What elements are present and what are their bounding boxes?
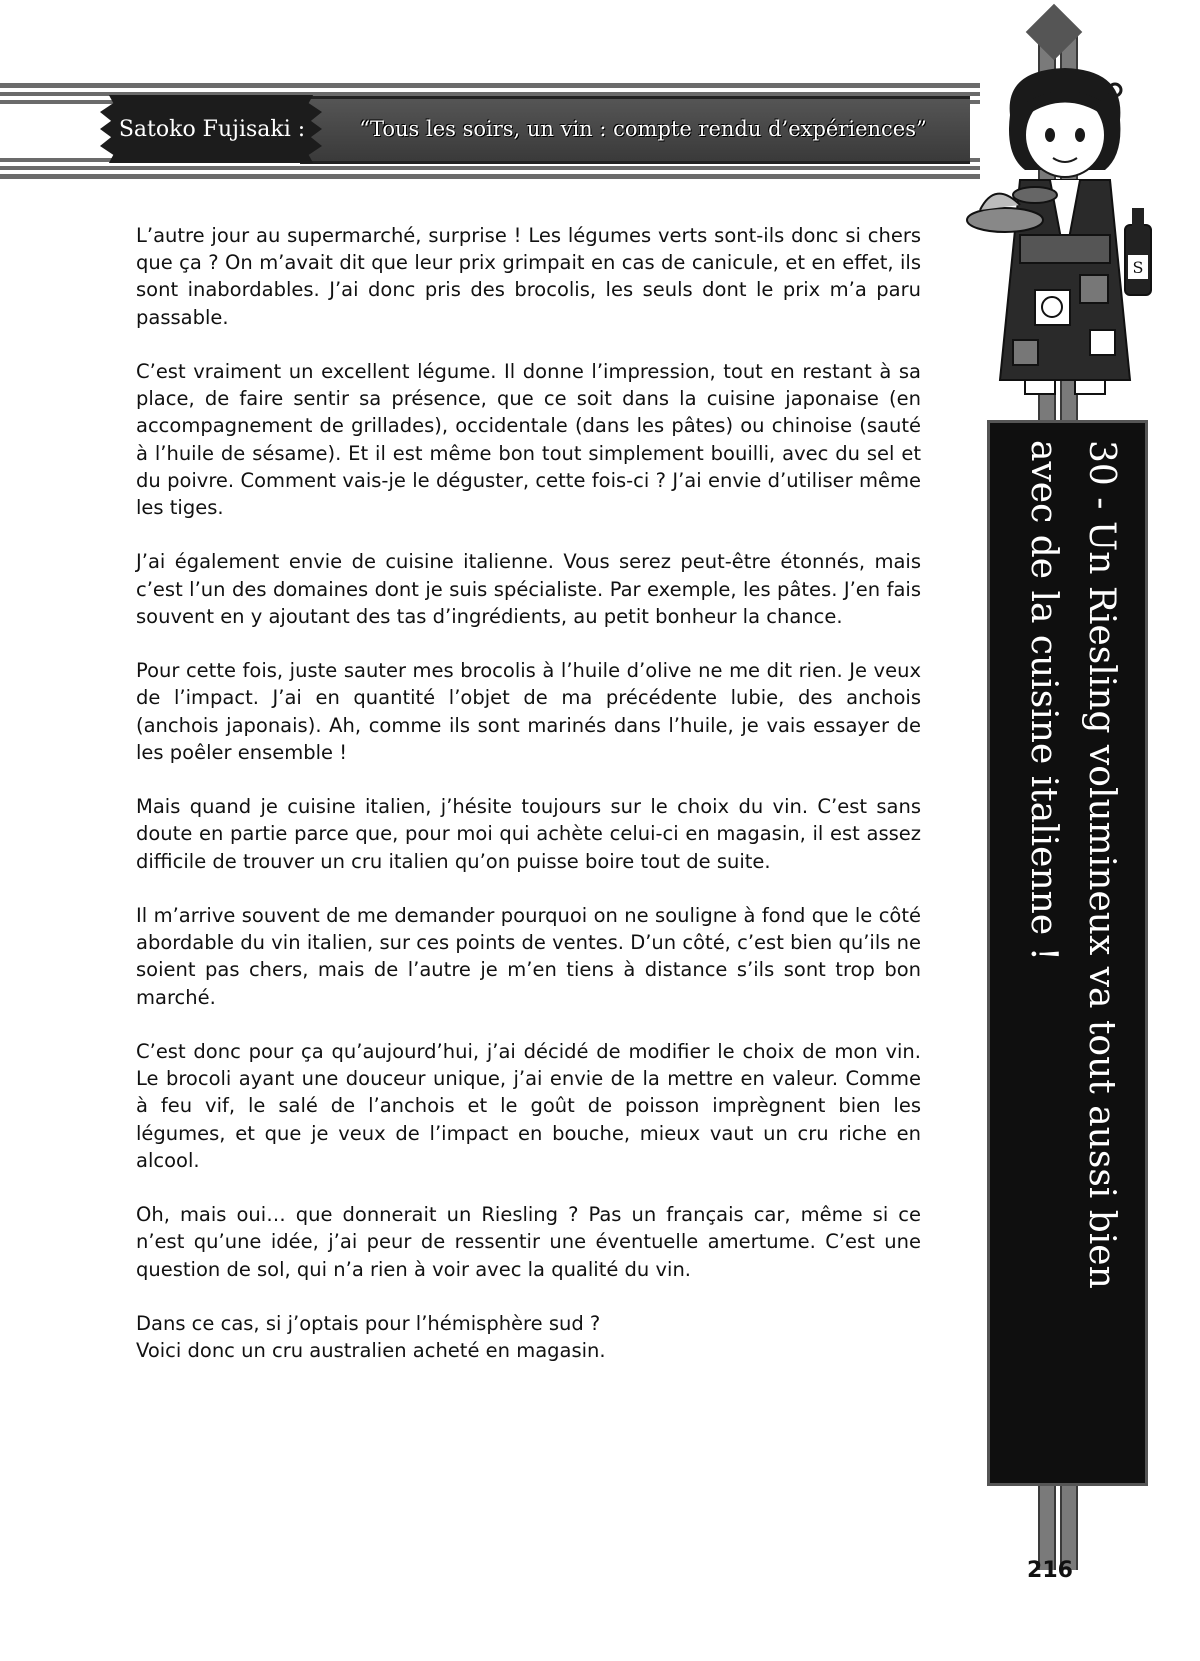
author-name: Satoko Fujisaki : <box>118 117 306 142</box>
paragraph-7: C’est donc pour ça qu’aujourd’hui, j’ai décidé de modifier le choix de mon vin. Le brocoli ayant une douceur unique, j’ai envie de la mettre en valeur. Comme à feu vif, le salé de l’anchois et le goût de poisson imprègnent bien les légumes, et que je veux de l’impact en bouche, mieux vaut un cru riche en alcool. <box>136 1040 921 1172</box>
paragraph-9: Dans ce cas, si j’optais pour l’hémisphère sud ? Voici donc un cru australien acheté en magasin. <box>136 1312 606 1363</box>
chapter-title-line-2: avec de la cuisine italienne ! <box>1023 440 1064 962</box>
paragraph-3: J’ai également envie de cuisine italienne. Vous serez peut-être étonnés, mais c’est l’un des domaines dont je suis spécialiste. Par exemple, les pâtes. J’en fais souvent en y ajoutant des tas d’ingrédients, au petit bonheur la chance. <box>136 550 921 628</box>
paragraph-4: Pour cette fois, juste sauter mes brocolis à l’huile d’olive ne me dit rien. Je veux de l’impact. J’ai en quantité l’objet de ma précédente lubie, des anchois (anchois japonais). Ah, comme ils sont marinés dans l’huile, je vais essayer de les poêler ensemble ! <box>136 659 921 764</box>
chapter-title-line-1: 30 - Un Riesling volumineux va tout aussi bien <box>1081 440 1122 1289</box>
page-number: 216 <box>1027 1558 1073 1583</box>
bottle-label: S <box>1132 258 1144 277</box>
series-title: “Tous les soirs, un vin : compte rendu d’expériences” <box>359 117 927 141</box>
chef-character-illustration <box>965 60 1165 415</box>
paragraph-5: Mais quand je cuisine italien, j’hésite toujours sur le choix du vin. C’est sans doute en partie parce que, pour moi qui achète celui-ci en magasin, il est assez difficile de trouver un cru italien qu’on puisse boire tout de suite. <box>136 795 921 873</box>
paragraph-6: Il m’arrive souvent de me demander pourquoi on ne souligne à fond que le côté abordable du vin italien, sur ces points de ventes. D’un côté, c’est bien qu’ils ne soient pas chers, mais de l’autre je m’en tiens à distance s’ils sont trop bon marché. <box>136 904 921 1009</box>
paragraph-8: Oh, mais oui… que donnerait un Riesling ? Pas un français car, même si ce n’est qu’une idée, j’ai peur de ressentir une éventuelle amertume. C’est une question de sol, qui n’a rien à voir avec la qualité du vin. <box>136 1203 921 1281</box>
paragraph-1: L’autre jour au supermarché, surprise ! Les légumes verts sont-ils donc si chers que ça ? On m’avait dit que leur prix grimpait en cas de canicule, et en effet, ils sont inabordables. J’ai donc pris des brocolis, les seuls dont le prix m’a paru passable. <box>136 224 921 329</box>
article-body <box>136 222 921 1422</box>
chapter-title <box>1000 440 1130 1460</box>
paragraph-2: C’est vraiment un excellent légume. Il donne l’impression, tout en restant à sa place, de faire sentir sa présence, que ce soit dans la cuisine japonaise (en accompagnement de grillades), occidentale (dans les pâtes) ou chinoise (sauté à l’huile de sésame). Et il est même bon tout simplement bouilli, avec du sel et du poivre. Comment vais-je le déguster, cette fois-ci ? J’ai envie d’utiliser même les tiges. <box>136 360 921 520</box>
